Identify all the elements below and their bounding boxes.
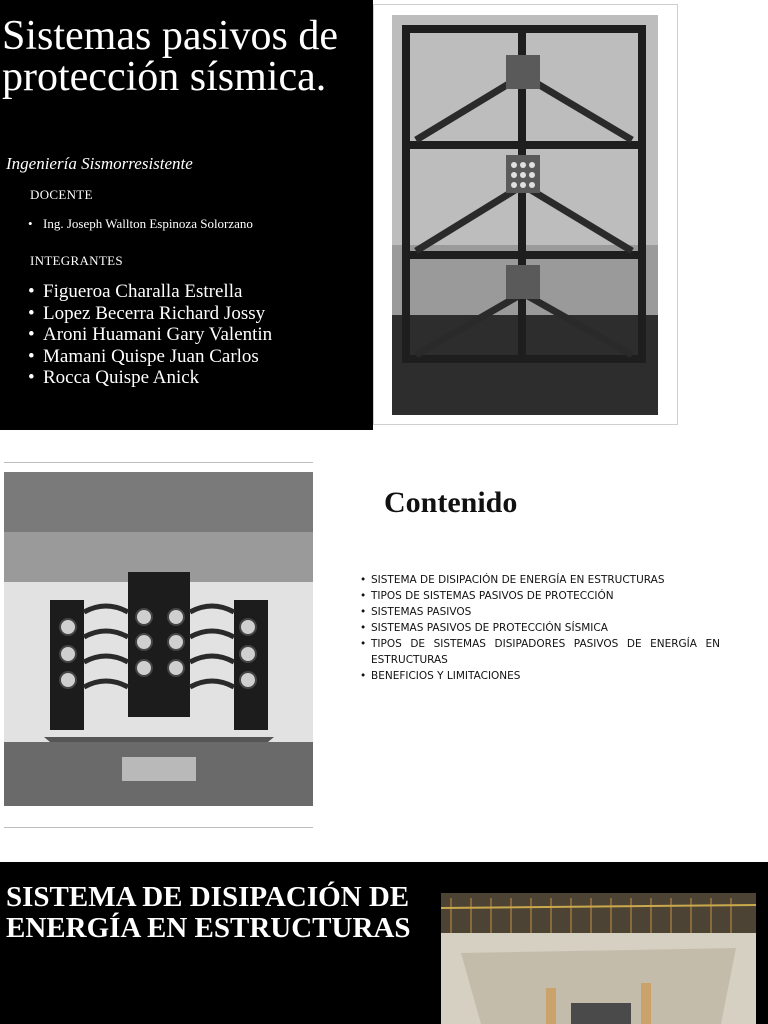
cover-title: Sistemas pasivos de protección sísmica. [2,13,338,100]
contents-item: • TIPOS DE SISTEMAS PASIVOS DE PROTECCIÓN [360,588,720,604]
integrante-item: • Rocca Quispe Anick [28,367,272,389]
contents-list [360,572,720,684]
steel-frame-photo [373,4,678,425]
integrante-item: • Figueroa Charalla Estrella [28,281,272,303]
integrante-item: • Mamani Quispe Juan Carlos [28,346,272,368]
contents-item: • TIPOS DE SISTEMAS DISIPADORES PASIVOS DE ENERGÍA EN ESTRUCTURAS [360,636,720,668]
construction-site-photo [441,893,756,1024]
contents-item: • SISTEMAS PASIVOS [360,604,720,620]
steel-frame-image [392,15,658,415]
divider-bottom [4,827,313,828]
construction-illustration [441,893,756,1024]
contents-heading: Contenido [384,486,518,519]
integrante-item: • Lopez Becerra Richard Jossy [28,303,272,325]
damper-illustration [4,472,313,806]
docente-item: • Ing. Joseph Wallton Espinoza Solorzano [28,216,253,232]
integrantes-list [28,281,272,389]
contents-item: • SISTEMAS PASIVOS DE PROTECCIÓN SÍSMICA [360,620,720,636]
docente-label: DOCENTE [30,187,93,202]
damper-photo [4,472,313,806]
integrantes-label: INTEGRANTES [30,253,123,268]
divider-top [4,462,313,463]
steel-frame-illustration [392,15,658,415]
cover-subtitle: Ingeniería Sismorresistente [6,154,193,173]
integrante-item: • Aroni Huamani Gary Valentin [28,324,272,346]
cover-dark-panel [0,0,373,430]
contents-item: • SISTEMA DE DISIPACIÓN DE ENERGÍA EN ESTRUCTURAS [360,572,720,588]
slide-energy-dissipation [0,862,768,1024]
slide3-title: SISTEMA DE DISIPACIÓN DE ENERGÍA EN ESTRUCTURAS [6,881,411,944]
docente-list [28,216,253,232]
contents-item: • BENEFICIOS Y LIMITACIONES [360,668,720,684]
